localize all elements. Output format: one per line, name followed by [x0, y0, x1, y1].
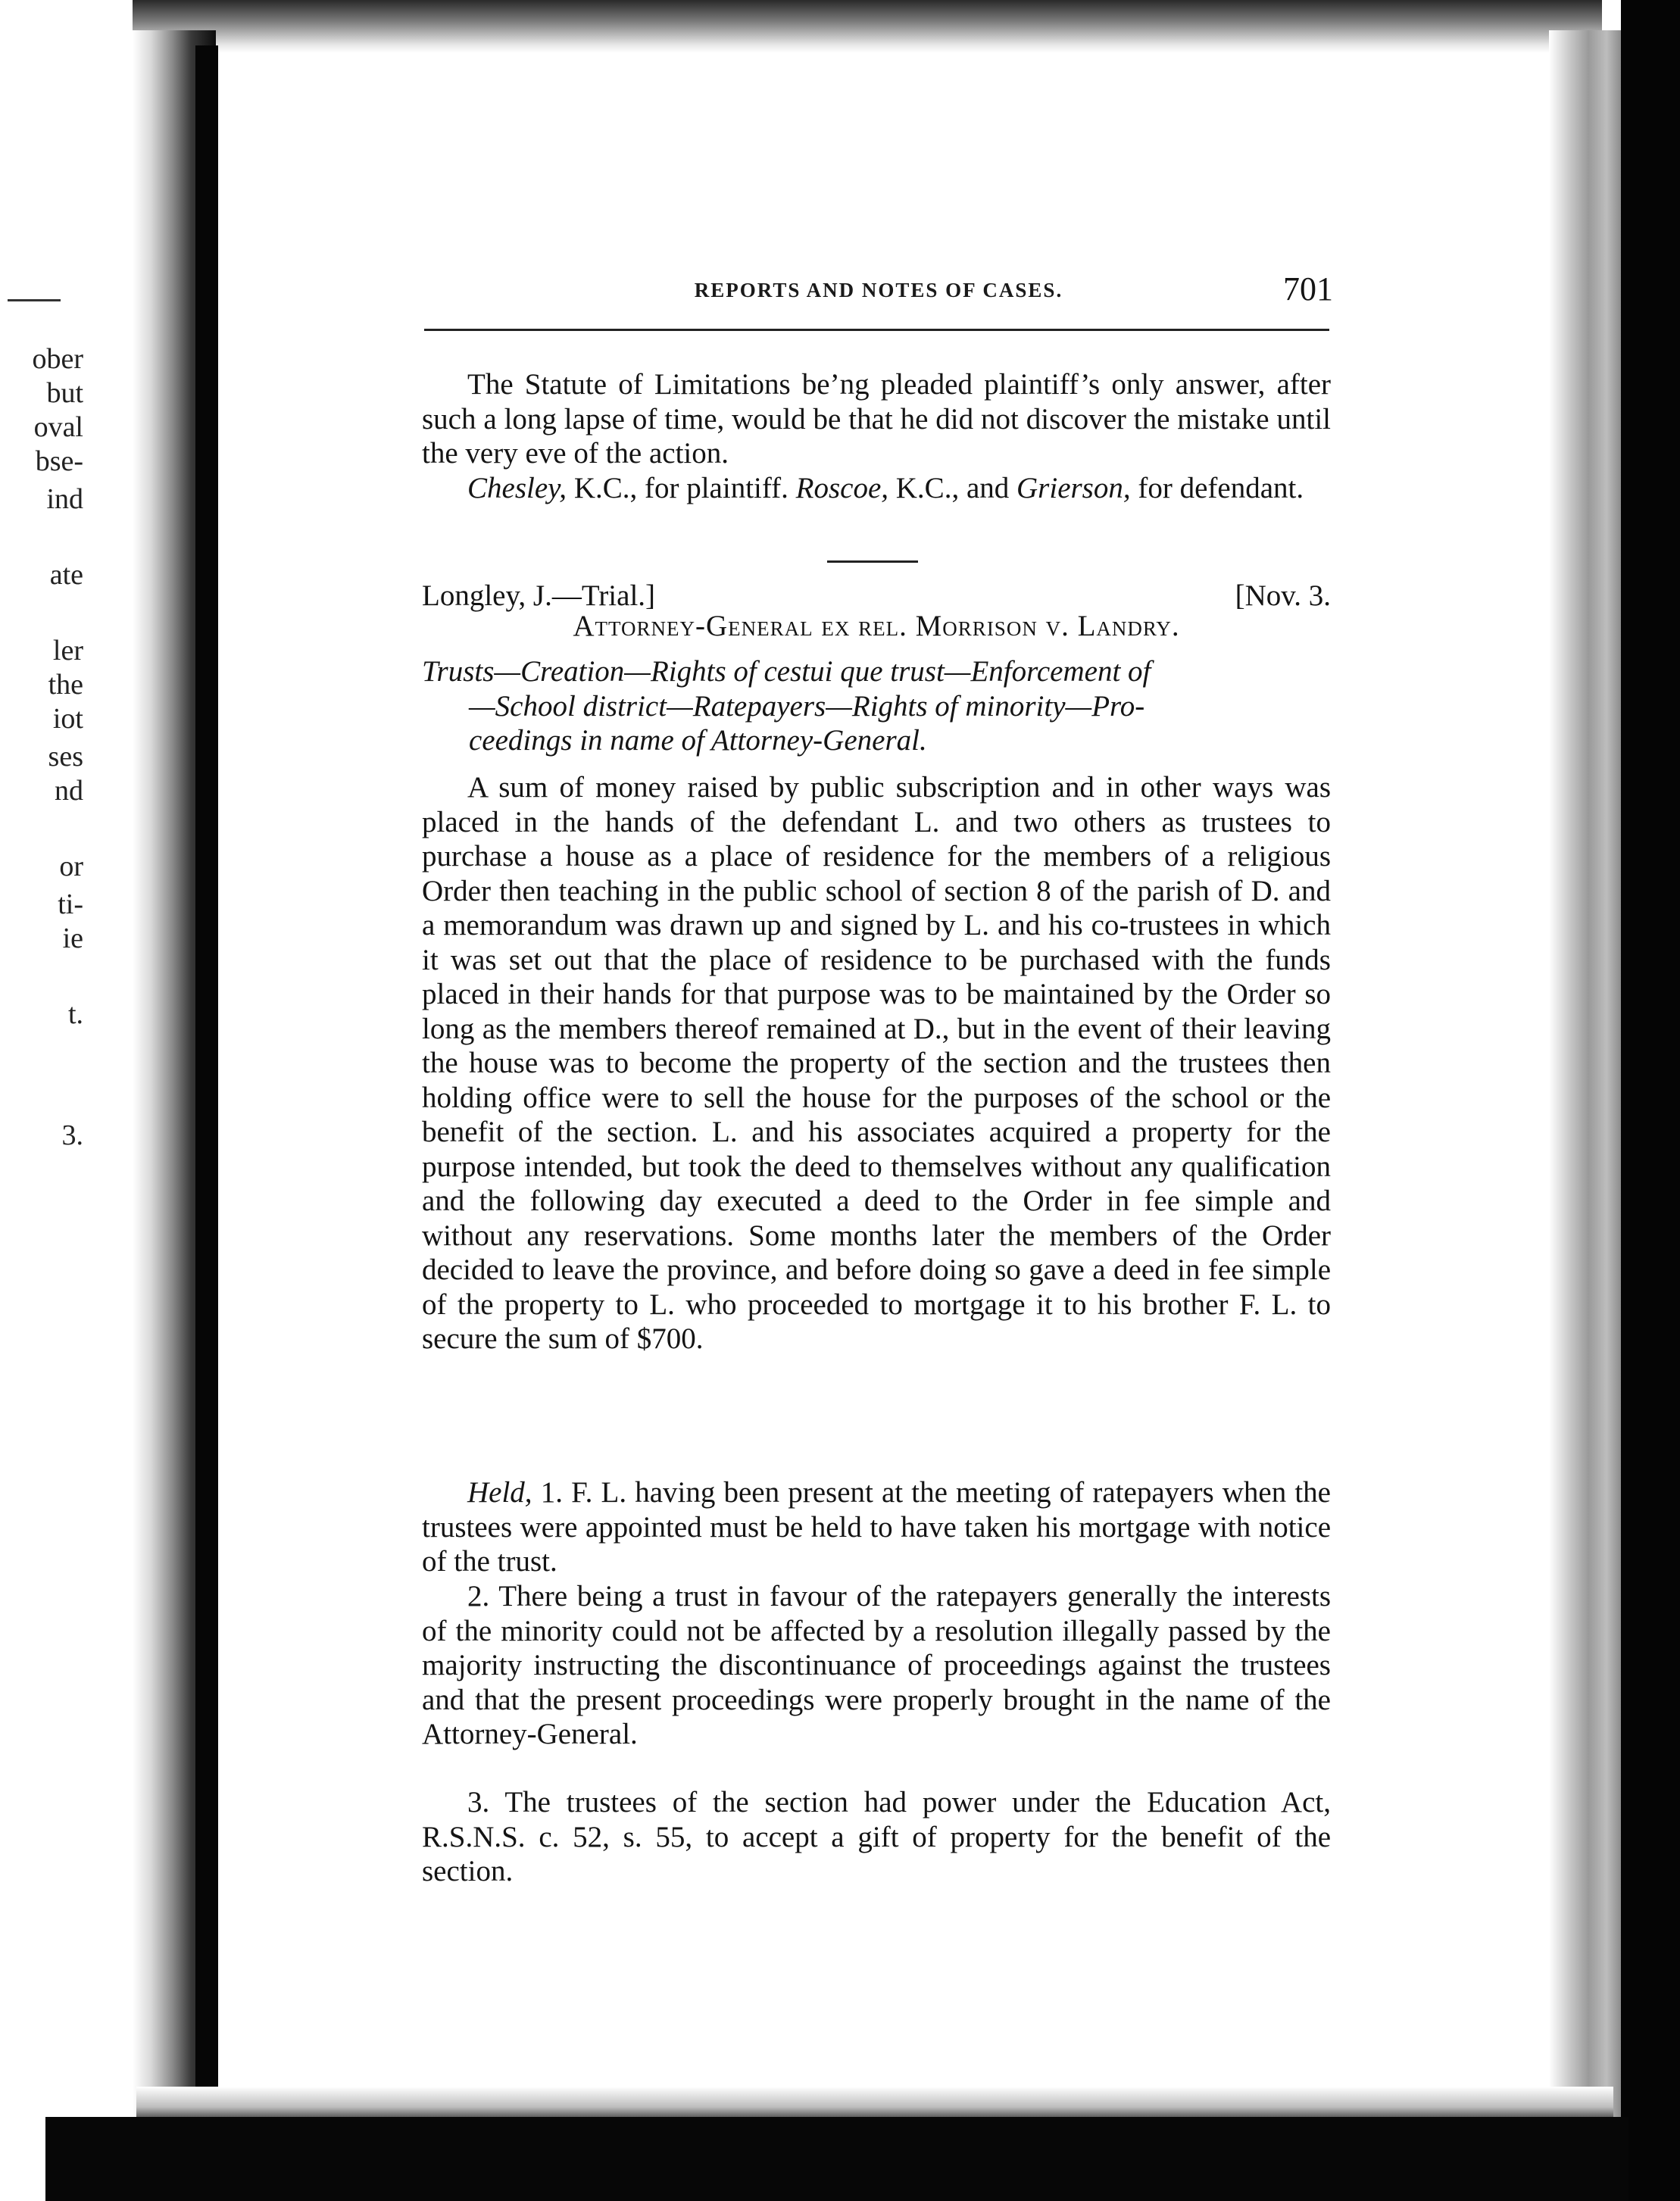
- held-paragraph-2: [422, 1579, 1331, 1752]
- margin-fragment: iot: [52, 703, 83, 735]
- case-title: Attorney-General ex rel. Morrison v. Landry.: [573, 610, 1180, 642]
- margin-fragment: or: [59, 851, 83, 882]
- scan-top-shadow: [133, 0, 1602, 53]
- counsel-name-3: Grierson,: [1016, 472, 1131, 504]
- margin-fragment: ie: [62, 923, 83, 954]
- scan-right-edge: [1621, 0, 1680, 2201]
- facing-page-rule: [8, 299, 61, 301]
- facts-paragraph: [422, 770, 1331, 1357]
- headnote-line-2: —School district—Ratepayers—Rights of minority—Pro-: [469, 689, 1145, 723]
- decision-date: [Nov. 3.: [1235, 579, 1331, 612]
- held-paragraph-3: [422, 1785, 1331, 1889]
- held-label: Held,: [467, 1476, 532, 1509]
- counsel-text-2: K.C., and: [888, 472, 1017, 504]
- margin-fragment: nd: [55, 775, 83, 807]
- statute-paragraph: [422, 367, 1331, 471]
- scan-bottom-edge: [45, 2117, 1628, 2201]
- margin-fragment: t.: [67, 998, 83, 1030]
- margin-fragment: bse-: [35, 445, 83, 477]
- counsel-name-1: Chesley,: [467, 472, 567, 504]
- counsel-name-2: Roscoe,: [795, 472, 889, 504]
- margin-fragment: ler: [52, 635, 83, 667]
- counsel-paragraph: [422, 471, 1331, 506]
- counsel-text-3: for defendant.: [1130, 472, 1304, 504]
- margin-fragment: the: [48, 669, 83, 701]
- case-separator-rule: [827, 560, 918, 563]
- book-gutter-edge: [195, 45, 218, 2136]
- headnote-line-3: ceedings in name of Attorney-General.: [469, 724, 927, 757]
- held-paragraph-1: [422, 1475, 1331, 1579]
- scan-right-shadow: [1549, 30, 1621, 2121]
- held-point-2: 2. There being a trust in favour of the ratepayers generally the interests of the minority could not be affected by a resolution illegally passed by the majority instructing the discontinuance of proceedings against the trustees and that the present proceedings were properly brought in the name of the Attorney-General.: [422, 1580, 1331, 1750]
- margin-fragment: ober: [32, 343, 83, 375]
- header-rule: [424, 329, 1329, 331]
- margin-fragment: but: [46, 377, 83, 409]
- margin-fragment: ses: [48, 741, 83, 773]
- headnote-line-1: Trusts—Creation—Rights of cestui que trust—Enforcement of: [422, 655, 1151, 688]
- statute-text: The Statute of Limitations be’ng pleaded plaintiff’s only answer, after such a long lapse of time, would be that he did not discover the mistake until the very eve of the action.: [422, 368, 1331, 470]
- judge-trial: Longley, J.—Trial.]: [422, 579, 656, 612]
- page-number: 701: [1283, 270, 1333, 308]
- margin-fragment: oval: [33, 411, 83, 443]
- facing-page-margin: [0, 0, 121, 2201]
- held-point-3: 3. The trustees of the section had power under the Education Act, R.S.N.S. c. 52, s. 55, to accept a gift of property for the benefit of the section.: [422, 1786, 1331, 1887]
- margin-fragment: ti-: [58, 888, 83, 920]
- counsel-text-1: K.C., for plaintiff.: [567, 472, 796, 504]
- margin-fragment: ate: [49, 559, 83, 591]
- margin-fragment: 3.: [61, 1119, 83, 1151]
- margin-fragment: ind: [46, 483, 83, 515]
- court-line: [422, 579, 1331, 613]
- running-header: REPORTS AND NOTES OF CASES.: [694, 279, 1063, 301]
- headnote-catchwords: [422, 654, 1331, 758]
- facts-text: A sum of money raised by public subscription and in other ways was placed in the hands of the defendant L. and two others as trustees to purchase a house as a place of residence for the members of a religious Order then teaching in the public school of section 8 of the parish of D. and a memorandum was drawn up and signed by L. and his co-trustees in which it was set out that the place of residence to be purchased with the funds placed in their hands for that purpose was to be maintained by the Order so long as the members thereof remained at D., but in the event of their leaving the house was to become the property of the section and the trustees then holding office were to sell the house for the purposes of the school or the benefit of the section. L. and his associates acquired a property for the purpose intended, but took the deed to themselves without any qualification and the following day executed a deed to the Order in fee simple and without any reservations. Some months later the members of the Order decided to leave the province, and before doing so gave a deed in fee simple of the property to L. who proceeded to mortgage it to his brother F. L. to secure the sum of $700.: [422, 771, 1331, 1355]
- held-point-1: 1. F. L. having been present at the meeting of ratepayers when the trustees were appointed must be held to have taken his mortgage with notice of the trust.: [422, 1476, 1331, 1578]
- scan-bottom-shadow: [136, 2087, 1613, 2121]
